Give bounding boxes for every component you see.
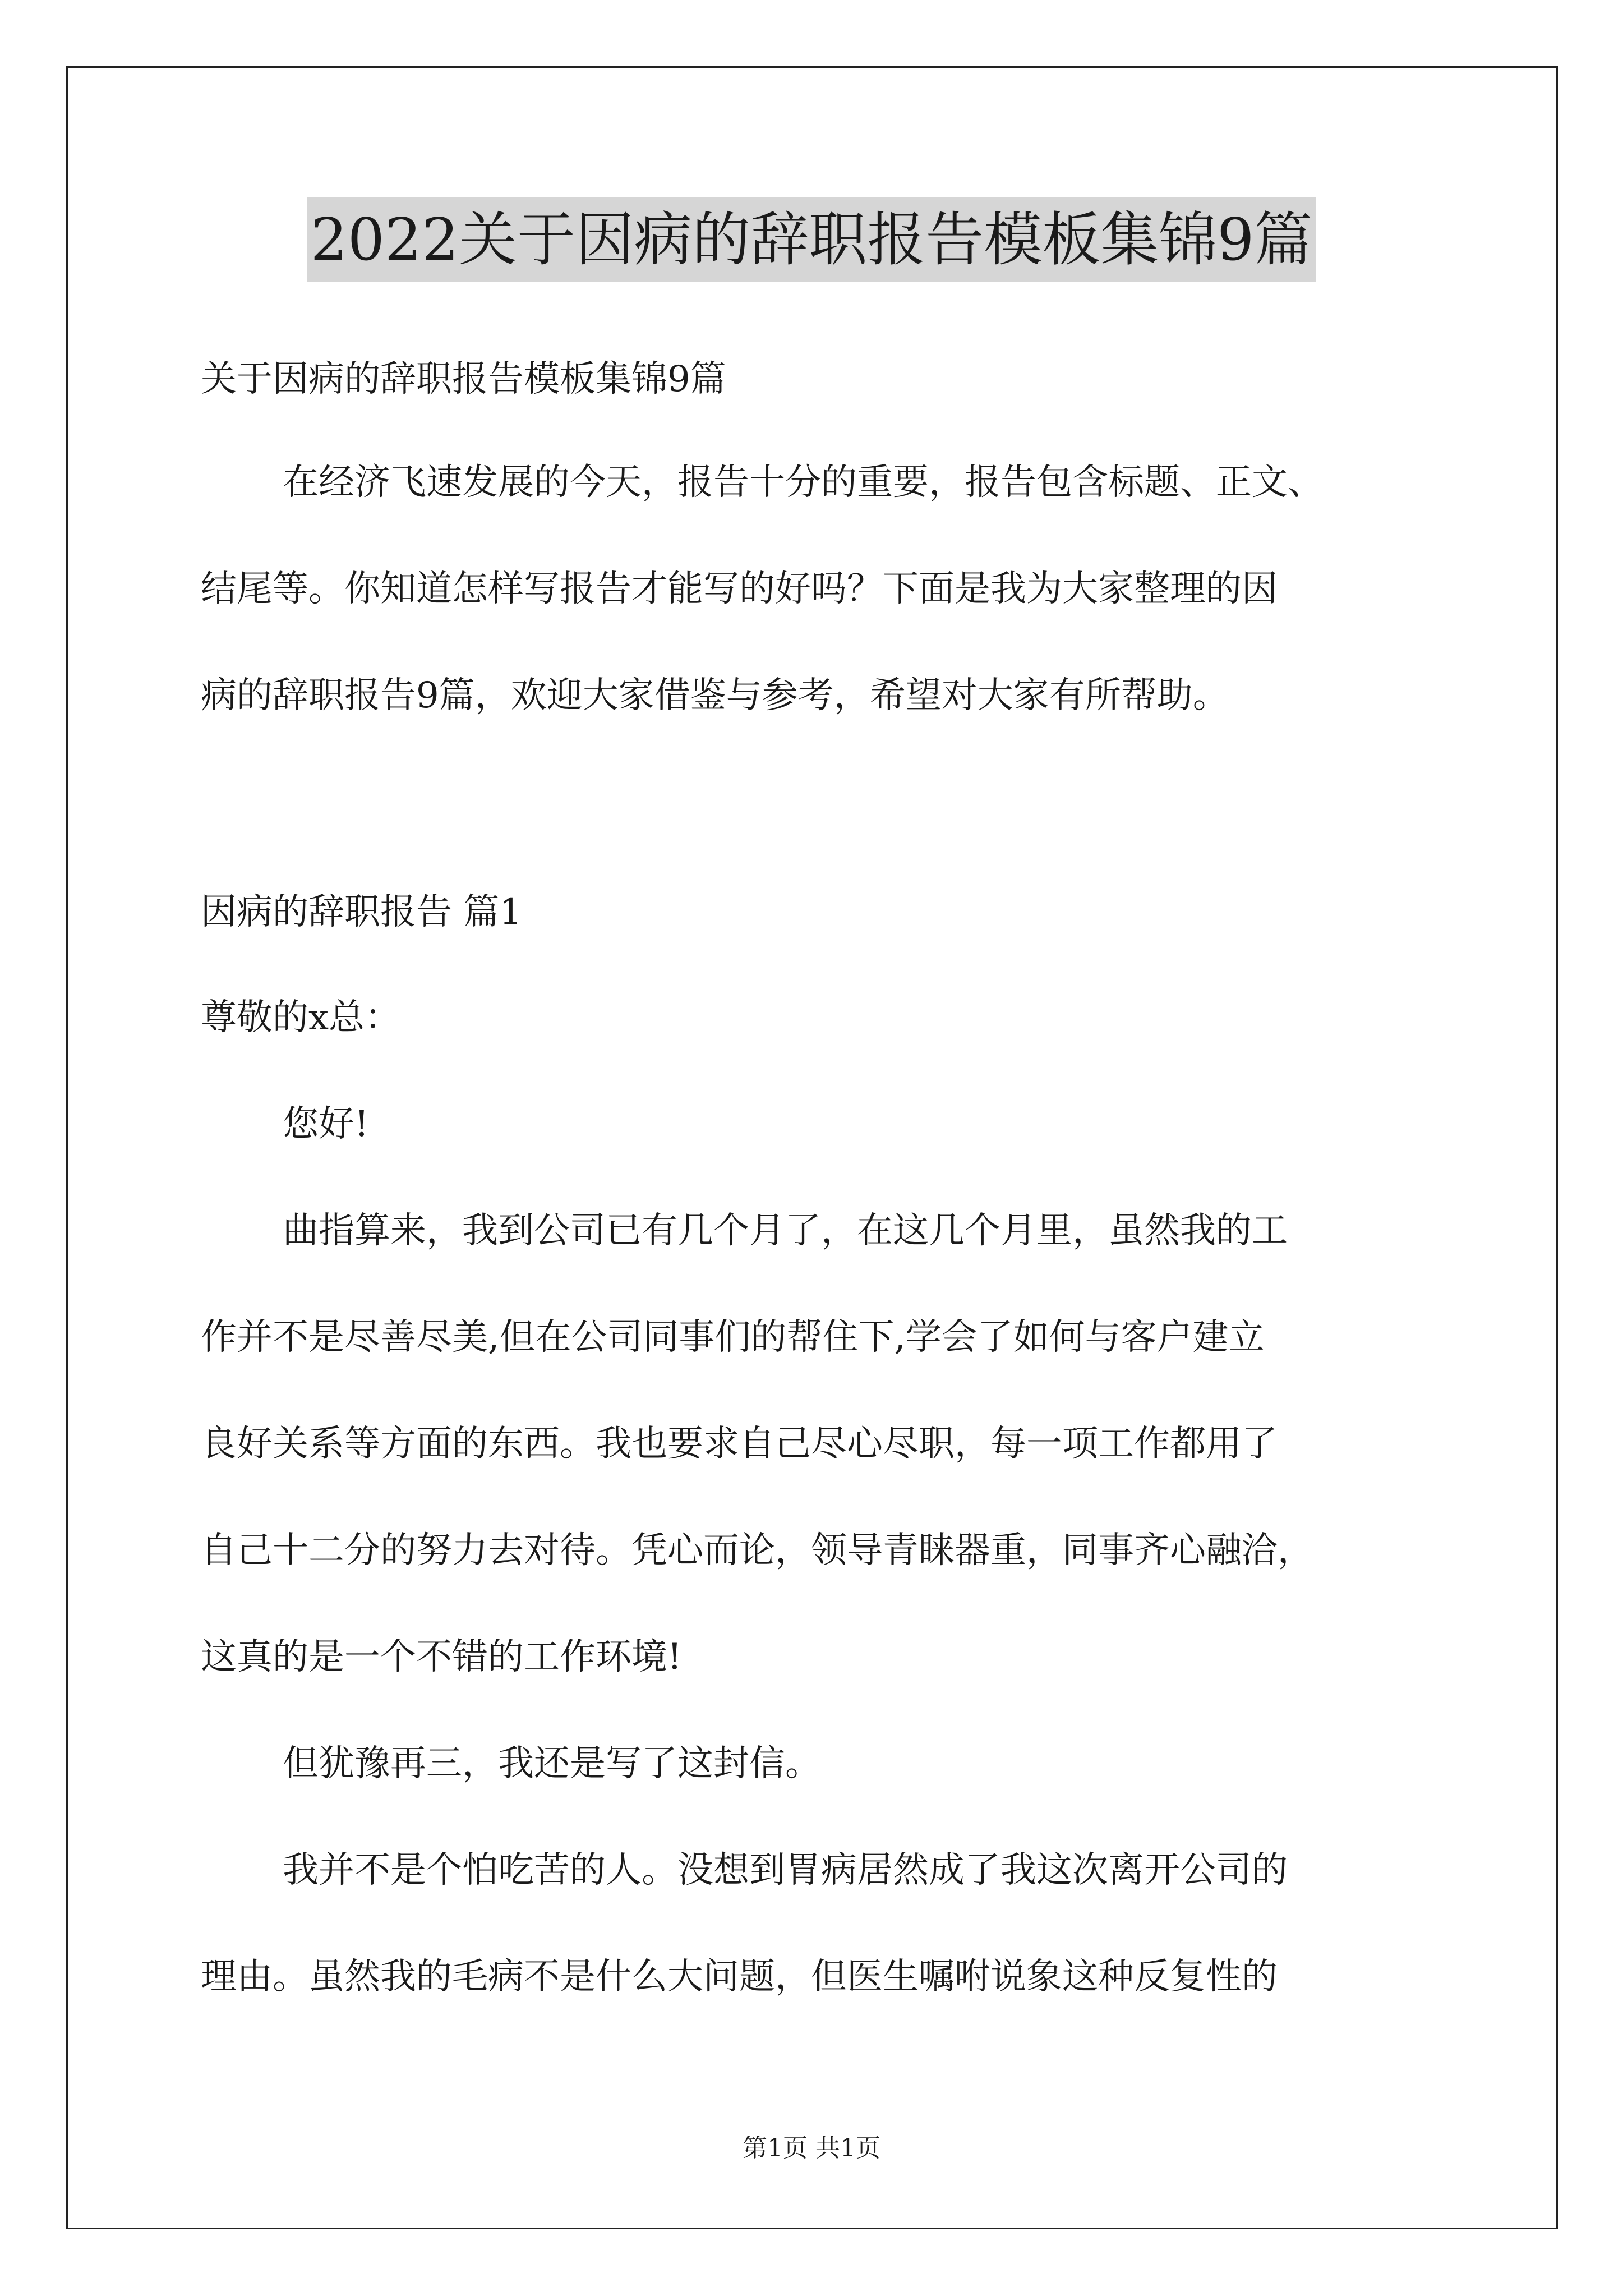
page-footer: 第1页 共1页 (743, 2134, 880, 2162)
title-container (0, 197, 1623, 282)
document-title: 2022关于因病的辞职报告模板集锦9篇 (307, 197, 1316, 282)
paragraph1-line-1: 曲指算来，我到公司已有几个月了，在这几个月里，虽然我的工 (283, 1210, 1288, 1251)
intro-line-2: 结尾等。你知道怎样写报告才能写的好吗？下面是我为大家整理的因 (201, 568, 1278, 610)
intro-line-1: 在经济飞速发展的今天，报告十分的重要，报告包含标题、正文、 (283, 462, 1324, 503)
intro-line-3: 病的辞职报告9篇，欢迎大家借鉴与参考，希望对大家有所帮助。 (201, 675, 1229, 716)
paragraph3-line-1: 我并不是个怕吃苦的人。没想到胃病居然成了我这次离开公司的 (283, 1849, 1288, 1891)
paragraph1-line-4: 自己十二分的努力去对待。凭心而论，领导青睐器重，同事齐心融洽， (201, 1530, 1313, 1571)
greeting: 您好! (283, 1103, 369, 1145)
paragraph2: 但犹豫再三，我还是写了这封信。 (283, 1743, 821, 1784)
paragraph1-line-3: 良好关系等方面的东西。我也要求自己尽心尽职，每一项工作都用了 (201, 1423, 1278, 1465)
paragraph3-line-2: 理由。虽然我的毛病不是什么大问题，但医生嘱咐说象这种反复性的 (201, 1956, 1278, 1998)
salutation: 尊敬的x总： (201, 997, 401, 1038)
section-heading: 因病的辞职报告 篇1 (201, 891, 523, 933)
paragraph1-line-2: 作并不是尽善尽美,但在公司同事们的帮住下,学会了如何与客户建立 (201, 1317, 1265, 1358)
paragraph1-line-5: 这真的是一个不错的工作环境! (201, 1636, 682, 1678)
document-subtitle: 关于因病的辞职报告模板集锦9篇 (201, 358, 726, 400)
